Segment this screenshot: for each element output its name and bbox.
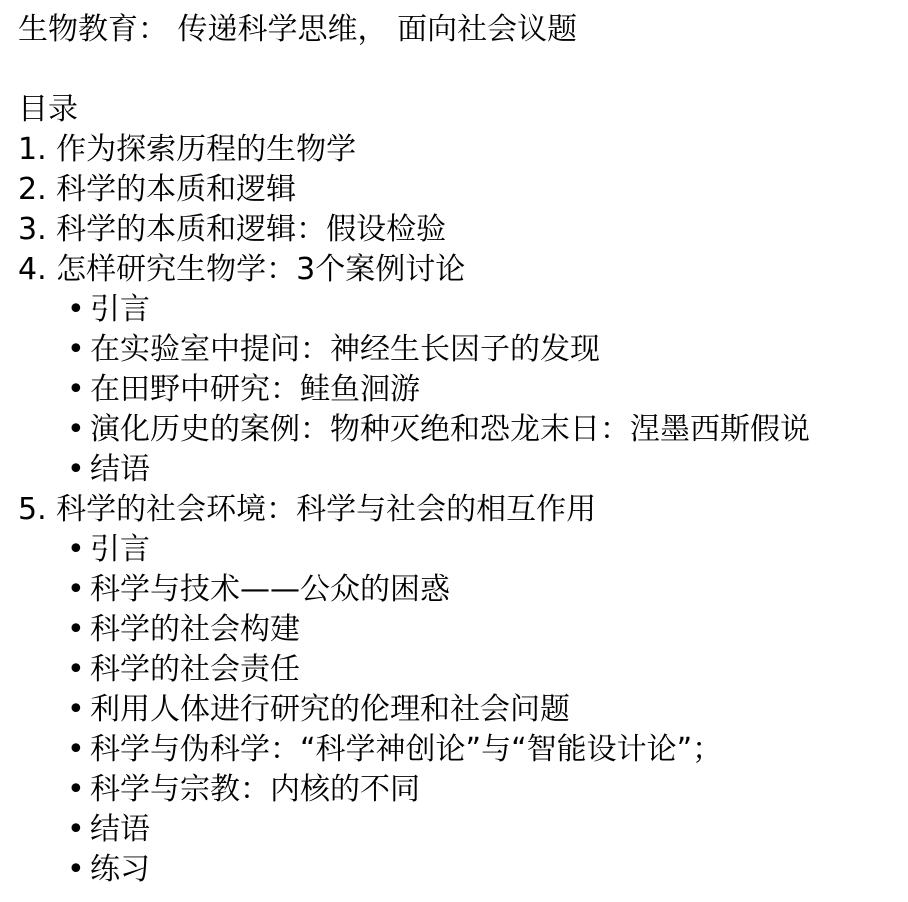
toc-chapter-5: 5. 科学的社会环境：科学与社会的相互作用 xyxy=(18,492,597,527)
bullet-icon: • xyxy=(67,692,85,727)
toc-subsection-item xyxy=(18,370,903,410)
toc-subsection-label: 在田野中研究：鲑鱼洄游 xyxy=(90,372,420,407)
toc-subsection-label: 结语 xyxy=(90,812,150,847)
toc-subsection-item xyxy=(18,290,903,330)
toc-chapter-2: 2. 科学的本质和逻辑 xyxy=(18,172,297,207)
toc-subsection-item xyxy=(18,850,903,890)
toc-subsection-item xyxy=(18,650,903,690)
toc-subsection-label: 科学与伪科学：“科学神创论”与“智能设计论”； xyxy=(90,732,723,767)
toc-subsection-item xyxy=(18,450,903,490)
toc-subsection-item xyxy=(18,410,903,450)
bullet-icon: • xyxy=(67,812,85,847)
toc-subsection-label: 利用人体进行研究的伦理和社会问题 xyxy=(90,692,570,727)
toc-subsection-item xyxy=(18,530,903,570)
toc-subsection-label: 引言 xyxy=(90,532,150,567)
bullet-icon: • xyxy=(67,852,85,887)
toc-subsection-item xyxy=(18,330,903,370)
bullet-icon: • xyxy=(67,732,85,767)
toc-subsection-label: 科学与技术——公众的困惑 xyxy=(90,572,450,607)
toc-subsection-label: 科学的社会构建 xyxy=(90,612,300,647)
document-title: 生物教育： 传递科学思维， 面向社会议题 xyxy=(18,12,578,47)
bullet-icon: • xyxy=(67,452,85,487)
toc-heading: 目录 xyxy=(18,92,78,127)
toc-chapter-4: 4. 怎样研究生物学：3个案例讨论 xyxy=(18,252,466,287)
toc-chapter-1: 1. 作为探索历程的生物学 xyxy=(18,132,357,167)
toc-subsection-item xyxy=(18,770,903,810)
toc-subsection-label: 引言 xyxy=(90,292,150,327)
bullet-icon: • xyxy=(67,652,85,687)
toc-subsection-item xyxy=(18,570,903,610)
document-page xyxy=(18,10,903,890)
bullet-icon: • xyxy=(67,532,85,567)
bullet-icon: • xyxy=(67,612,85,647)
bullet-icon: • xyxy=(67,292,85,327)
toc-subsection-label: 在实验室中提问：神经生长因子的发现 xyxy=(90,332,600,367)
toc-subsection-item xyxy=(18,690,903,730)
bullet-icon: • xyxy=(67,332,85,367)
toc-subsection-item xyxy=(18,730,903,770)
toc-subsection-label: 练习 xyxy=(90,852,150,887)
toc-subsection-label: 科学的社会责任 xyxy=(90,652,300,687)
toc-subsection-label: 演化历史的案例：物种灭绝和恐龙末日：涅墨西斯假说 xyxy=(90,412,810,447)
bullet-icon: • xyxy=(67,572,85,607)
toc-chapter-3: 3. 科学的本质和逻辑：假设检验 xyxy=(18,212,447,247)
blank-line xyxy=(18,50,903,90)
toc-subsection-label: 结语 xyxy=(90,452,150,487)
bullet-icon: • xyxy=(67,372,85,407)
toc-subsection-label: 科学与宗教：内核的不同 xyxy=(90,772,420,807)
table-of-contents xyxy=(18,130,903,890)
bullet-icon: • xyxy=(67,412,85,447)
toc-subsection-item xyxy=(18,810,903,850)
toc-subsection-item xyxy=(18,610,903,650)
bullet-icon: • xyxy=(67,772,85,807)
